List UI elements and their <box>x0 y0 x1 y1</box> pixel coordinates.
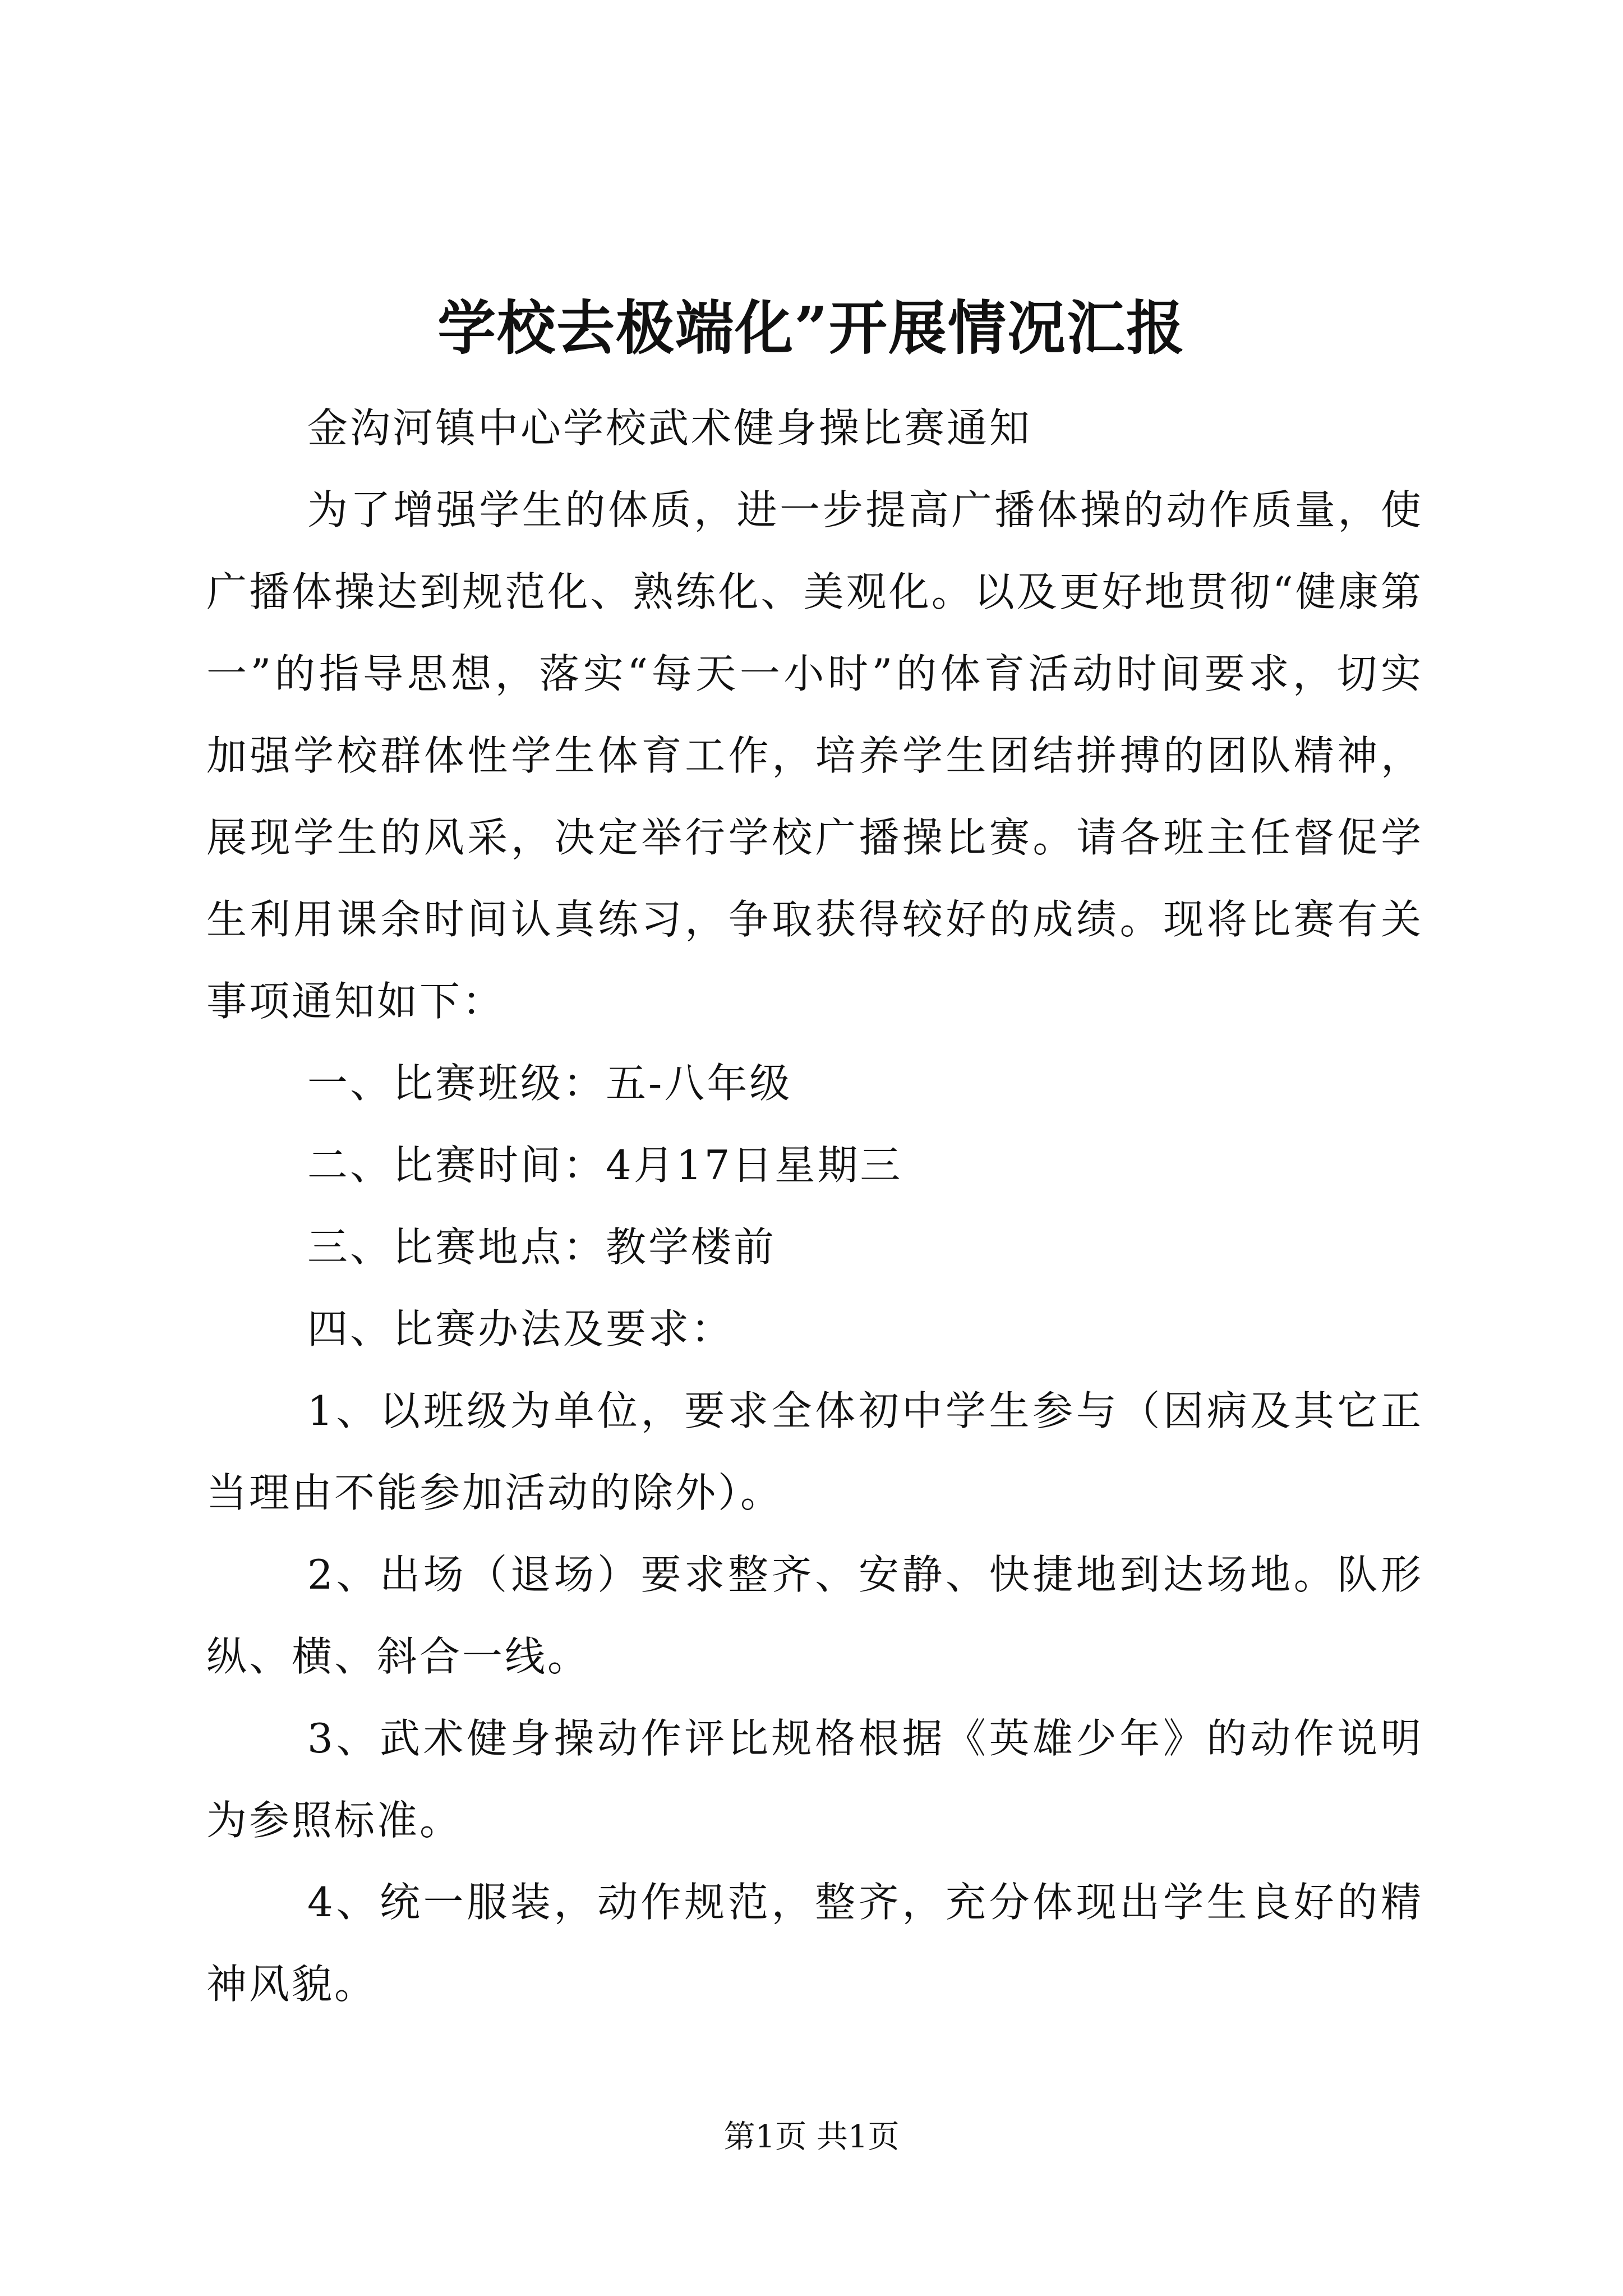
paragraph-rule-1: 1、以班级为单位，要求全体初中学生参与（因病及其它正当理由不能参加活动的除外）。 <box>206 1387 1423 1516</box>
document-title: 学校去极端化”开展情况汇报 <box>437 293 1186 362</box>
paragraph-item-time: 二、比赛时间：4月17日星期三 <box>307 1142 903 1189</box>
paragraph-item-location: 三、比赛地点：教学楼前 <box>307 1223 777 1271</box>
page-footer: 第1页 共1页 <box>723 2119 900 2155</box>
paragraph-item-rules-heading: 四、比赛办法及要求： <box>307 1305 734 1352</box>
paragraph-item-grades: 一、比赛班级：五-八年级 <box>307 1060 792 1107</box>
paragraph-rule-3: 3、武术健身操动作评比规格根据《英雄少年》的动作说明为参照标准。 <box>206 1715 1423 1844</box>
paragraph-notice-title: 金沟河镇中心学校武术健身操比赛通知 <box>307 404 1032 452</box>
document-body <box>206 387 1423 2025</box>
paragraph-intro: 为了增强学生的体质，进一步提高广播体操的动作质量，使广播体操达到规范化、熟练化、美观化。以及更好地贯彻“健康第一”的指导思想，落实“每天一小时”的体育活动时间要求，切实加强学校群体性学生体育工作，培养学生团结拼搏的团队精神，展现学生的风采，决定举行学校广播操比赛。请各班主任督促学生利用课余时间认真练习，争取获得较好的成绩。现将比赛有关事项通知如下： <box>206 486 1423 1025</box>
paragraph-rule-4: 4、统一服装，动作规范，整齐，充分体现出学生良好的精神风貌。 <box>206 1879 1423 2008</box>
paragraph-rule-2: 2、出场（退场）要求整齐、安静、快捷地到达场地。队形纵、横、斜合一线。 <box>206 1551 1423 1680</box>
